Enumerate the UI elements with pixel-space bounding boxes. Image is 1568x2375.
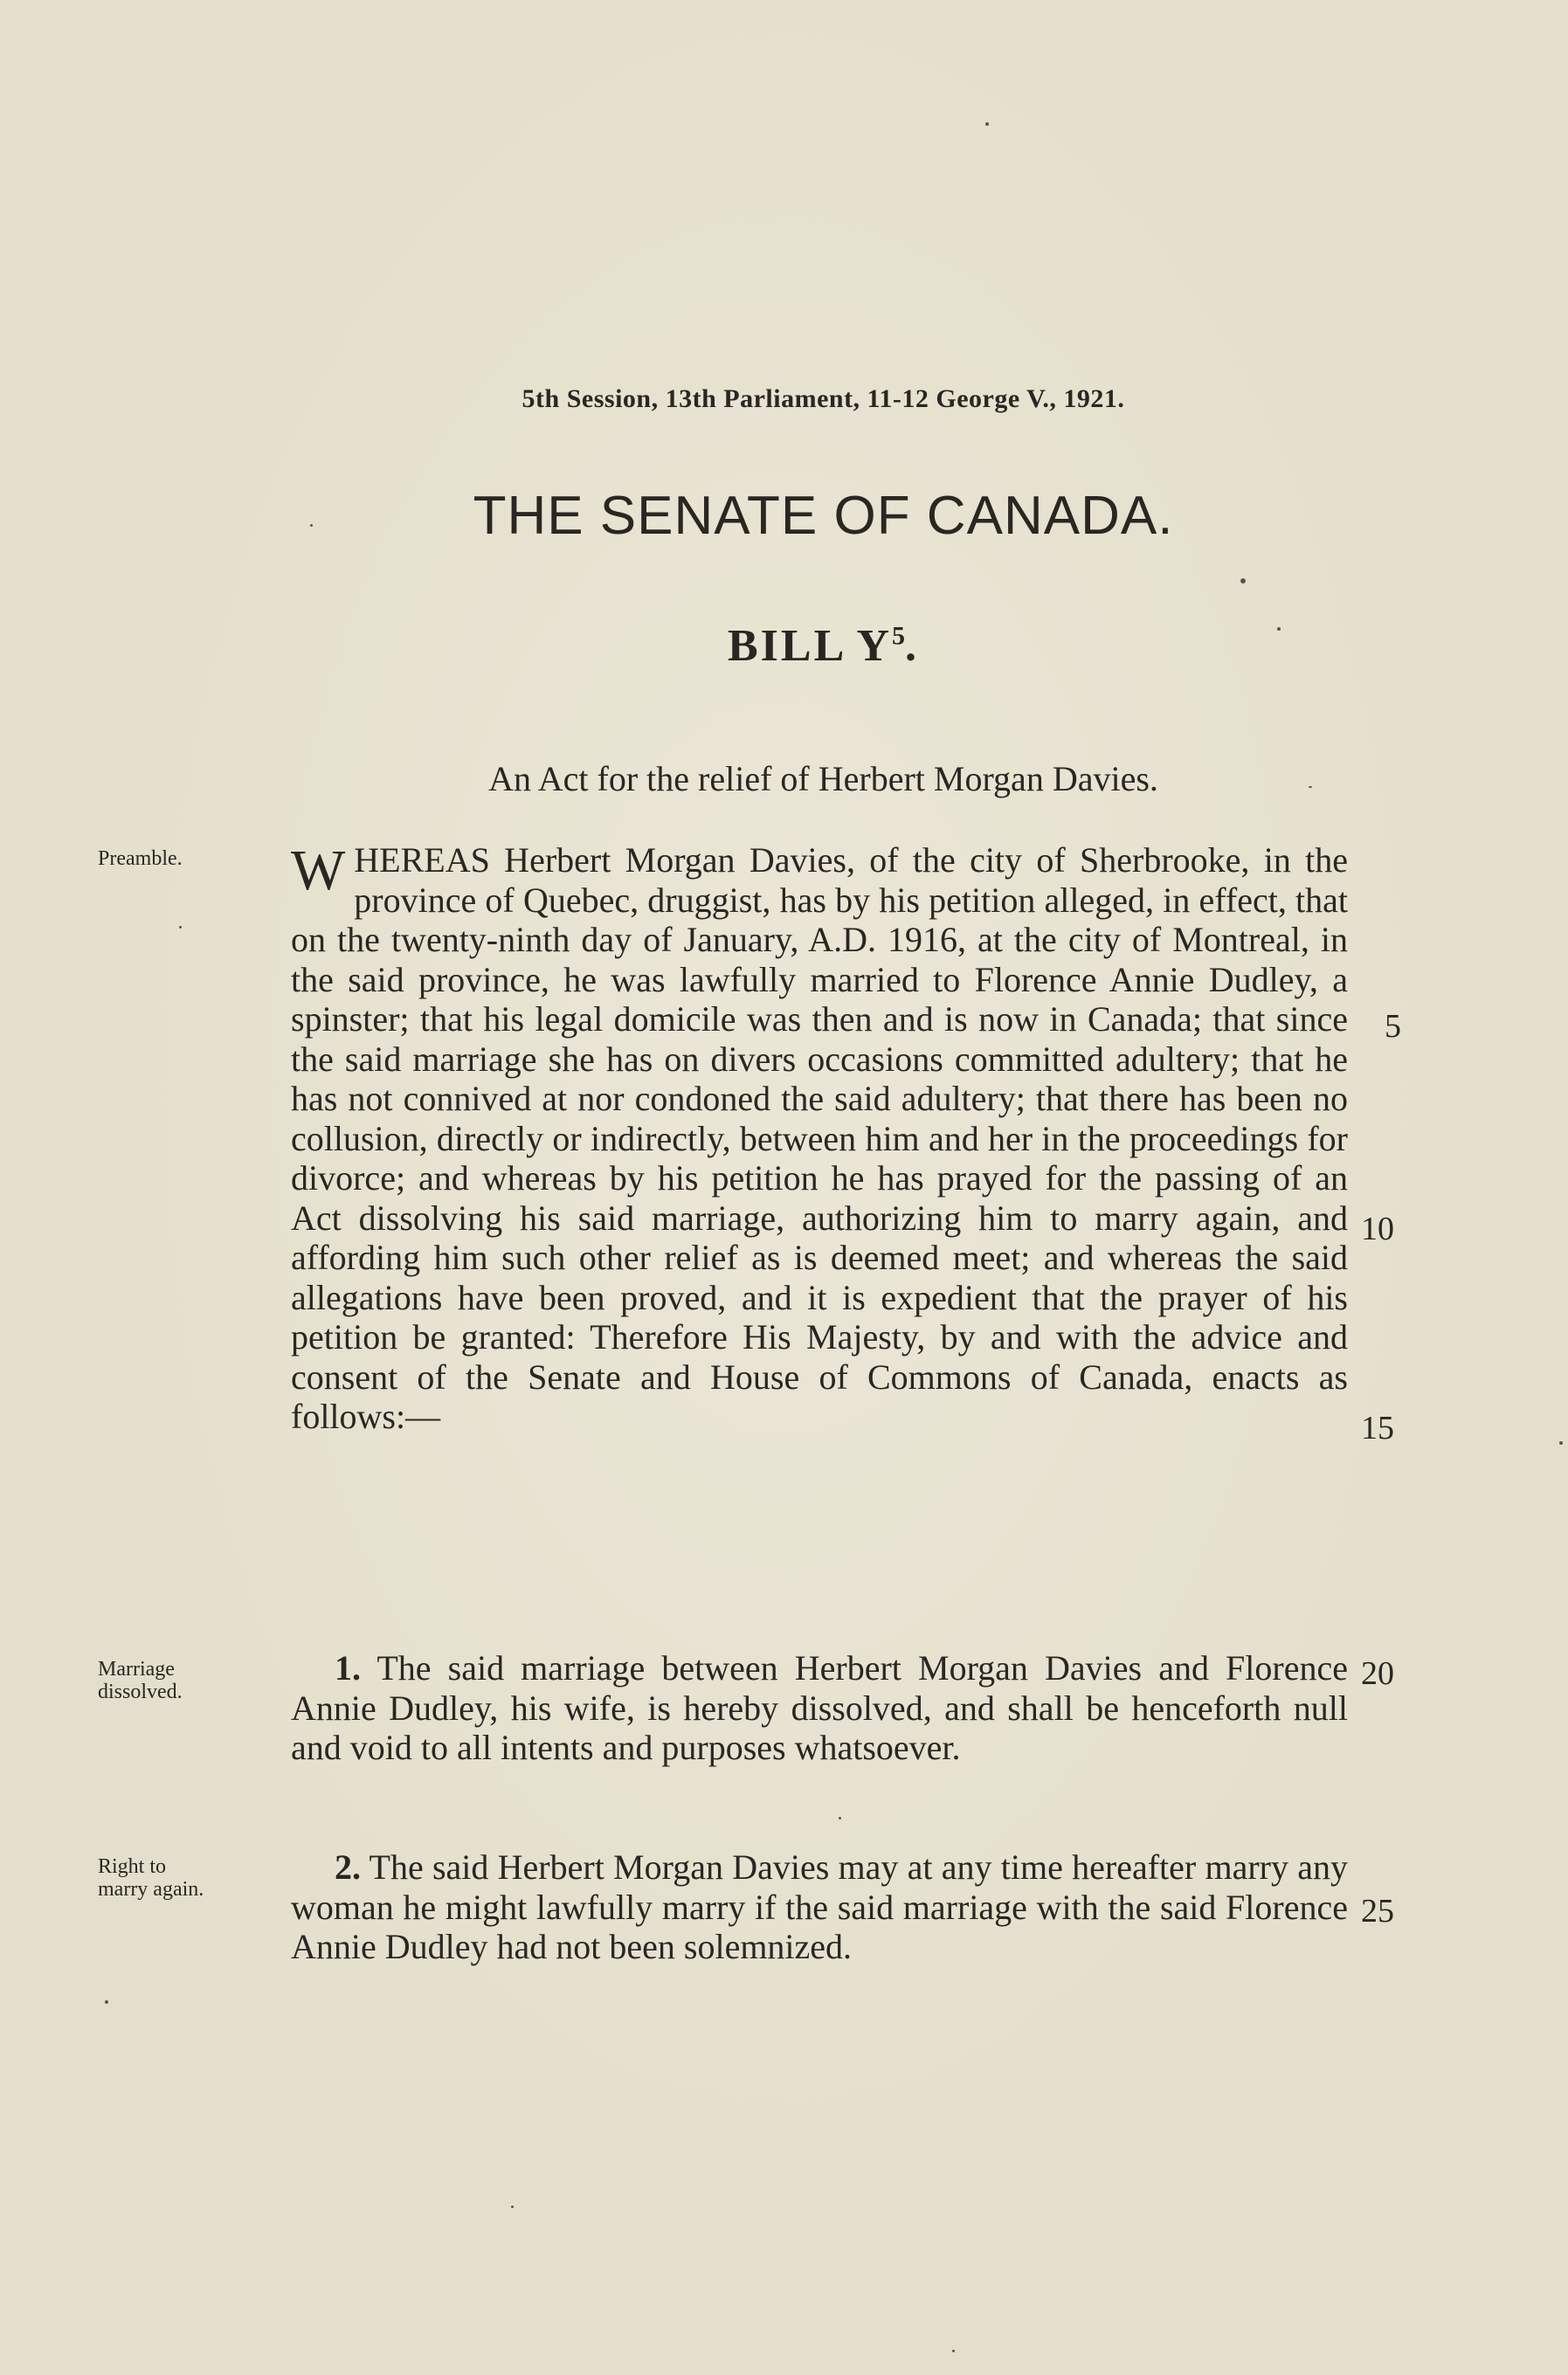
paper-speck [952,2350,955,2352]
margin-note-line: marry again. [98,1878,204,1901]
paper-speck [1309,786,1312,788]
line-number: 20 [1361,1655,1394,1692]
line-number: 5 [1385,1008,1401,1045]
dropcap: W [291,839,346,902]
session-line: 5th Session, 13th Parliament, 11-12 George V., 1921. [522,384,1125,413]
paper-speck [1277,627,1281,631]
line-number: 10 [1361,1211,1394,1247]
paper-speck [179,926,182,929]
margin-note-line: Right to [98,1855,167,1878]
section-2-paragraph [291,1847,1348,1967]
margin-note-right-to-marry [98,1855,273,1901]
section-text: The said Herbert Morgan Davies may at any time hereafter marry any woman he might lawfully marry if the said marriage with the said Florence Annie Dudley had not been solemnized. [291,1847,1348,1966]
line-number: 15 [1361,1410,1394,1446]
section-number: 2. [335,1847,361,1887]
preamble-text: HEREAS Herbert Morgan Davies, of the city of Sherbrooke, in the province of Quebec, druggist, has by his petition alleged, in effect, that on the twenty-ninth day of January, A.D. 1916, at the city of Montreal, in the said province, he was lawfully married to Florence Annie Dudley, a spinster; that his legal domicile was then and is now in Canada; that since the said marriage she has on divers occasions committed adultery; that he has not connived at nor condoned the said adultery; that there has been no collusion, directly or indirectly, between him and her in the proceedings for divorce; and whereas by his petition he has prayed for the passing of an Act dissolving his said marriage, authorizing him to marry again, and affording him such other relief as is deemed meet; and whereas the said allegations have been proved, and it is expedient that the prayer of his petition be granted: Therefore His Majesty, by and with the advice and consent of the Senate and House of Commons of Canada, enacts as follows:— [291,840,1348,1436]
bill-superscript: 5 [892,621,906,651]
section-1-paragraph [291,1648,1348,1768]
margin-note-marriage-dissolved [98,1658,273,1703]
paper-speck [1240,578,1246,583]
bill-period: . [905,621,920,671]
section-text: The said marriage between Herbert Morgan Davies and Florence Annie Dudley, his wife, is hereby dissolved, and shall be henceforth null and void to all intents and purposes whatsoever. [291,1648,1348,1767]
paper-speck [511,2206,514,2208]
margin-note-line: Marriage [98,1658,175,1681]
paper-speck [310,524,313,527]
paper-speck [985,122,989,126]
bill-label: BILL Y [727,621,893,671]
margin-note-preamble: Preamble. [98,847,183,870]
section-number: 1. [335,1648,361,1688]
chamber-title: THE SENATE OF CANADA. [473,486,1174,546]
line-number: 25 [1361,1893,1394,1930]
bill-number [0,620,1568,672]
paper-speck [1559,1441,1563,1445]
margin-note-line: dissolved. [98,1681,183,1703]
preamble-paragraph [291,840,1348,1437]
paper-speck [105,2000,108,2004]
act-title: An Act for the relief of Herbert Morgan Davies. [488,759,1158,798]
paper-speck [839,1817,841,1819]
